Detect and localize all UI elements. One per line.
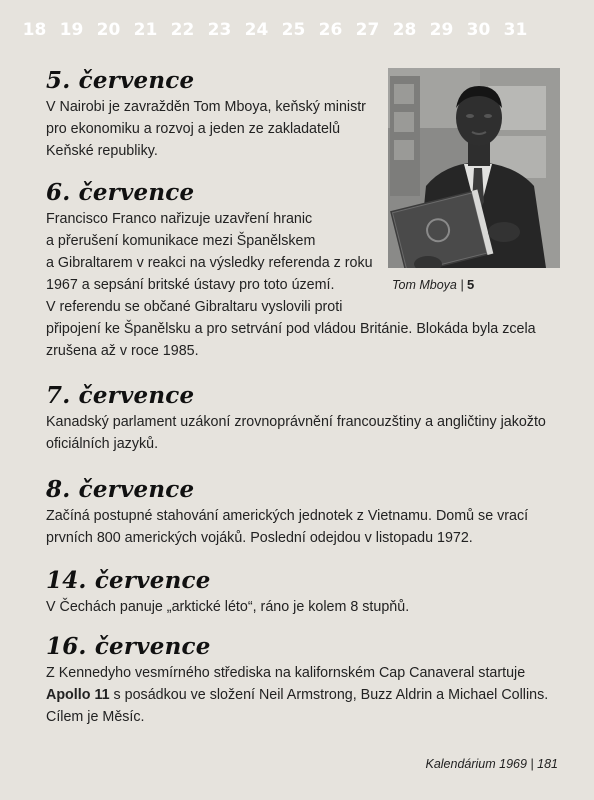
day-number: 18: [22, 20, 47, 40]
caption-name: Tom Mboya: [392, 278, 457, 292]
day-number: 25: [281, 20, 306, 40]
caption-number: 5: [467, 277, 475, 292]
day-number: 24: [244, 20, 269, 40]
day-number: 20: [96, 20, 121, 40]
entry-line: [46, 684, 566, 706]
entry-heading: 6. července: [46, 179, 195, 206]
apollo-11-bold: Apollo 11: [46, 687, 110, 703]
entry-line: V Čechách panuje „arktické léto“, ráno je kolem 8 stupňů.: [46, 599, 410, 615]
day-number: 21: [133, 20, 158, 40]
day-number: 27: [355, 20, 380, 40]
entry-line: Francisco Franco nařizuje uzavření hranic: [46, 211, 313, 227]
day-number: 31: [503, 20, 528, 40]
entry-line: V referendu se občané Gibraltaru vyslovili proti: [46, 299, 343, 315]
day-number: 28: [392, 20, 417, 40]
entry-body: [46, 596, 566, 618]
entry-heading: 7. července: [46, 382, 195, 409]
entry-july-8: [46, 477, 566, 549]
entry-line: pro ekonomiku a rozvoj a jeden ze zakladatelů: [46, 121, 341, 137]
entry-july-7: [46, 383, 566, 455]
day-number: 26: [318, 20, 343, 40]
entry-heading: 5. července: [46, 67, 195, 94]
photo-block: [388, 68, 560, 292]
entry-line: Keňské republiky.: [46, 143, 158, 159]
photo-caption: [392, 277, 560, 292]
day-number: 23: [207, 20, 232, 40]
entry-heading: 14. července: [46, 567, 211, 594]
day-strip: [0, 0, 594, 60]
day-number: 29: [429, 20, 454, 40]
entry-july-16: [46, 634, 566, 728]
entry-body: [46, 411, 566, 455]
entry-july-5: [46, 68, 376, 162]
caption-separator: |: [456, 278, 468, 292]
entry-heading: 16. července: [46, 633, 211, 660]
entry-line: a Gibraltarem v reakci na výsledky referenda z roku: [46, 255, 373, 271]
entry-line: 1967 a sepsání britské ústavy pro toto území.: [46, 277, 335, 293]
entry-line: Cílem je Měsíc.: [46, 709, 145, 725]
day-number: 22: [170, 20, 195, 40]
entry-line: oficiálních jazyků.: [46, 436, 159, 452]
entry-body: [46, 662, 566, 728]
tom-mboya-photo: [388, 68, 560, 268]
entry-line: V Nairobi je zavražděn Tom Mboya, keňský ministr: [46, 99, 366, 115]
entry-body: [46, 505, 566, 549]
entry-line-rest: s posádkou ve složení Neil Armstrong, Buzz Aldrin a Michael Collins.: [109, 687, 549, 703]
entry-body: [46, 96, 376, 162]
day-number: 19: [59, 20, 84, 40]
entry-line: zrušena až v roce 1985.: [46, 343, 199, 359]
entry-line: připojení ke Španělsku a pro setrvání pod vládou Británie. Blokáda byla zcela: [46, 321, 536, 337]
entry-line: prvních 800 amerických vojáků. Poslední odejdou v listopadu 1972.: [46, 530, 473, 546]
entry-line: Kanadský parlament uzákoní zrovnoprávnění francouzštiny a angličtiny jakožto: [46, 414, 546, 430]
entry-heading: 8. července: [46, 476, 195, 503]
page-footer: Kalendárium 1969 | 181: [425, 757, 558, 771]
entry-line: Začíná postupné stahování amerických jednotek z Vietnamu. Domů se vrací: [46, 508, 529, 524]
day-number: 30: [466, 20, 491, 40]
entry-line: Z Kennedyho vesmírného střediska na kalifornském Cap Canaveral startuje: [46, 665, 526, 681]
entry-line: a přerušení komunikace mezi Španělskem: [46, 233, 316, 249]
entry-july-14: [46, 568, 566, 618]
